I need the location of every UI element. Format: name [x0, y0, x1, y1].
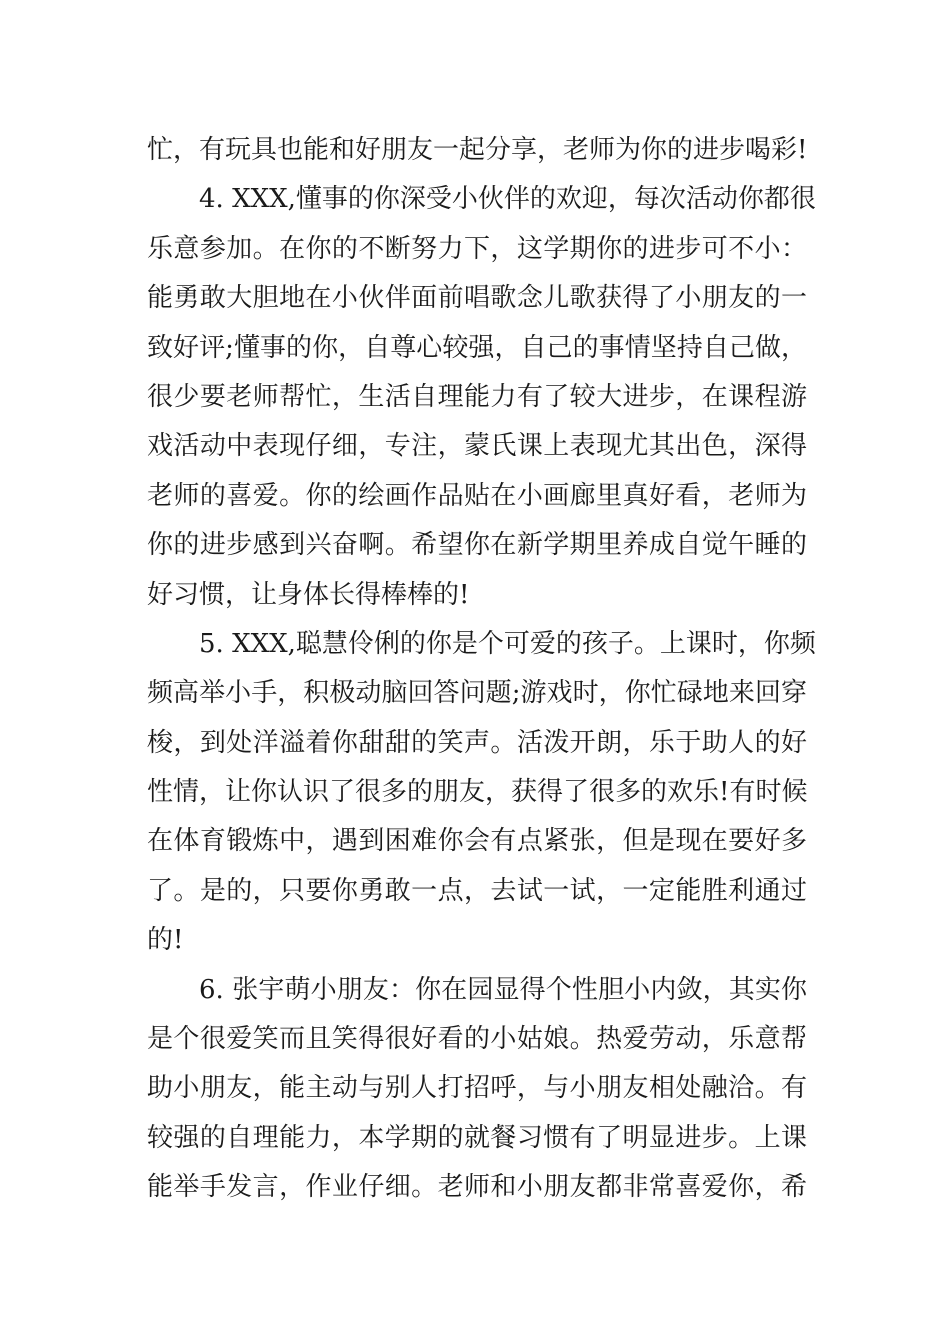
text-line: 的!	[147, 925, 184, 956]
text-line: 了。是的，只要你勇敢一点，去试一试，一定能胜利通过	[147, 875, 807, 906]
text-line: 能举手发言，作业仔细。老师和小朋友都非常喜爱你，希	[147, 1172, 807, 1203]
text-line: 是个很爱笑而且笑得很好看的小姑娘。热爱劳动，乐意帮	[147, 1024, 807, 1055]
text-line: 乐意参加。在你的不断努力下，这学期你的进步可不小：	[147, 233, 807, 264]
text-line: 很少要老师帮忙，生活自理能力有了较大进步，在课程游	[147, 381, 807, 412]
text-line: 你的进步感到兴奋啊。希望你在新学期里养成自觉午睡的	[147, 530, 807, 561]
list-item-4-line: 4. XXX,懂事的你深受小伙伴的欢迎，每次活动你都很	[199, 184, 816, 215]
text-line: 频高举小手，积极动脑回答问题;游戏时，你忙碌地来回穿	[147, 678, 807, 709]
text-line: 致好评;懂事的你，自尊心较强，自己的事情坚持自己做，	[147, 332, 807, 363]
text-line: 老师的喜爱。你的绘画作品贴在小画廊里真好看，老师为	[147, 480, 807, 511]
text-line: 助小朋友，能主动与别人打招呼，与小朋友相处融洽。有	[147, 1073, 807, 1104]
list-item-5-line: 5. XXX,聪慧伶俐的你是个可爱的孩子。上课时，你频	[199, 628, 816, 659]
text-line: 梭，到处洋溢着你甜甜的笑声。活泼开朗，乐于助人的好	[147, 727, 807, 758]
text-line: 戏活动中表现仔细，专注，蒙氏课上表现尤其出色，深得	[147, 431, 807, 462]
text-line: 性情，让你认识了很多的朋友，获得了很多的欢乐!有时候	[147, 777, 808, 808]
list-item-6-line: 6. 张宇萌小朋友：你在园显得个性胆小内敛，其实你	[199, 974, 807, 1005]
text-line: 较强的自理能力，本学期的就餐习惯有了明显进步。上课	[147, 1122, 807, 1153]
text-line: 在体育锻炼中，遇到困难你会有点紧张，但是现在要好多	[147, 826, 807, 857]
text-line: 好习惯，让身体长得棒棒的!	[147, 579, 470, 610]
text-line: 能勇敢大胆地在小伙伴面前唱歌念儿歌获得了小朋友的一	[147, 283, 807, 314]
document-body	[147, 126, 816, 1213]
text-line: 忙，有玩具也能和好朋友一起分享，老师为你的进步喝彩!	[147, 135, 808, 165]
